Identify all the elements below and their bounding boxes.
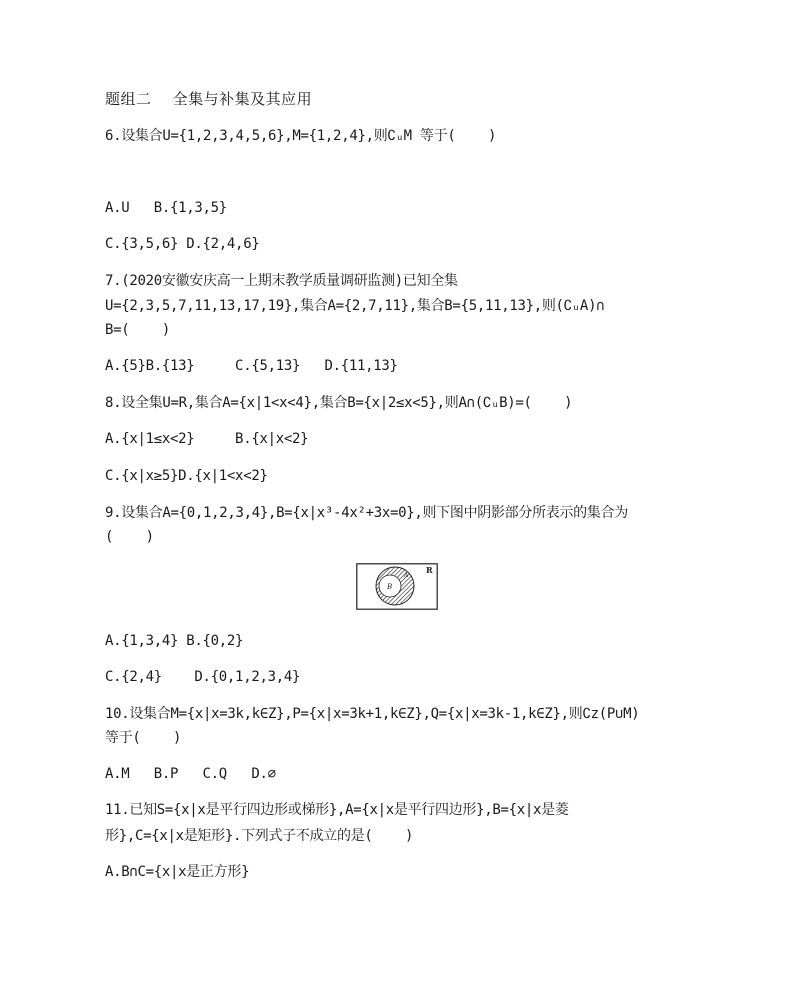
q7-options: A.{5}B.{13} C.{5,13} D.{11,13} (105, 358, 398, 374)
venn-diagram-figure (356, 563, 438, 610)
venn-label-r: R (426, 565, 433, 575)
venn-label-b: B (387, 583, 393, 591)
q9-options-cd: C.{2,4} D.{0,1,2,3,4} (105, 669, 301, 685)
q9-stem-line-2: ( ) (105, 529, 154, 545)
q7-stem-line-1: 7.(2020安徽安庆高一上期末教学质量调研监测)已知全集 (105, 273, 458, 289)
q10-stem-line-2: 等于( ) (105, 730, 182, 746)
q10-options: A.M B.P C.Q D.⌀ (105, 766, 276, 782)
q6-stem: 6.设集合U={1,2,3,4,5,6},M={1,2,4},则∁ᵤM 等于( ) (105, 128, 497, 144)
q11-stem-line-2: 形},C={x|x是矩形}.下列式子不成立的是( ) (105, 828, 414, 844)
q10-stem-line-1: 10.设集合M={x|x=3k,k∈Z},P={x|x=3k+1,k∈Z},Q={x|x=3k-1,k∈Z},则∁z(P∪M) (105, 706, 640, 722)
q9-options-ab: A.{1,3,4} B.{0,2} (105, 633, 244, 649)
q6-options-cd: C.{3,5,6} D.{2,4,6} (105, 236, 260, 252)
section-title: 题组二 全集与补集及其应用 (105, 90, 313, 108)
q8-stem: 8.设全集U=R,集合A={x|1<x<4},集合B={x|2≤x<5},则A∩(∁ᵤB)=( ) (105, 395, 573, 411)
q11-stem-line-1: 11.已知S={x|x是平行四边形或梯形},A={x|x是平行四边形},B={x|x是菱 (105, 802, 569, 818)
q8-options-cd: C.{x|x≥5}D.{x|1<x<2} (105, 468, 268, 484)
q7-stem-line-3: B=( ) (105, 322, 171, 338)
q8-options-ab: A.{x|1≤x<2} B.{x|x<2} (105, 431, 309, 447)
q11-option-a: A.B∩C={x|x是正方形} (105, 864, 250, 880)
q6-options-ab: A.U B.{1,3,5} (105, 200, 227, 216)
venn-label-a: A (404, 572, 409, 579)
q7-stem-line-2: U={2,3,5,7,11,13,17,19},集合A={2,7,11},集合B={5,11,13},则(∁ᵤA)∩ (105, 298, 605, 314)
q9-stem-line-1: 9.设集合A={0,1,2,3,4},B={x|x³-4x²+3x=0},则下图中阴影部分所表示的集合为 (105, 505, 628, 521)
